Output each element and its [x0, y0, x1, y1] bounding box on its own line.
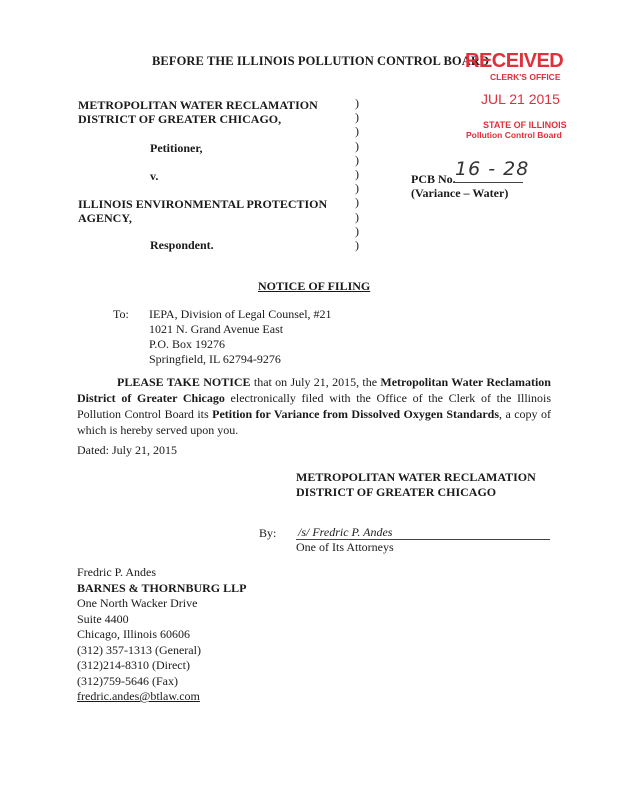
stamp-state: STATE OF ILLINOIS [483, 120, 567, 130]
petitioner-name-line1: METROPOLITAN WATER RECLAMATION [78, 98, 318, 112]
pcb-number: 16 - 28 [455, 158, 530, 180]
caption-parens: ) ) ) ) ) ) ) ) ) ) ) [355, 96, 359, 253]
notice-text: that on July 21, 2015, the [250, 375, 381, 389]
addressee-line: IEPA, Division of Legal Counsel, #21 [149, 307, 332, 321]
by-label: By: [259, 526, 277, 540]
email-link[interactable]: fredric.andes@btlaw.com [77, 689, 200, 703]
addressee-block [149, 307, 332, 367]
phone-direct: (312)214-8310 (Direct) [77, 658, 190, 672]
respondent-name-line1: ILLINOIS ENVIRONMENTAL PROTECTION [78, 197, 328, 211]
address-city: Chicago, Illinois 60606 [77, 627, 190, 641]
notice-title: NOTICE OF FILING [258, 279, 371, 293]
petitioner-role: Petitioner, [150, 141, 203, 155]
phone-general: (312) 357-1313 (General) [77, 642, 201, 657]
petition-title: Petition for Variance from Dissolved Oxygen Standards [212, 407, 500, 421]
law-firm-name: BARNES & THORNBURG LLP [77, 580, 247, 595]
respondent-name-line2: AGENCY, [78, 211, 132, 225]
pcb-underline [453, 182, 523, 183]
dated-line: Dated: July 21, 2015 [77, 443, 177, 457]
stamp-clerks-office: CLERK'S OFFICE [490, 72, 561, 82]
stamp-received-text: RECEIVED [465, 50, 564, 72]
versus: v. [150, 169, 159, 183]
pcb-label: PCB No. [411, 172, 456, 186]
stamp-date: JUL 21 2015 [481, 91, 560, 107]
petitioner-name-line2: DISTRICT OF GREATER CHICAGO, [78, 112, 282, 126]
signature-org-line2: DISTRICT OF GREATER CHICAGO [296, 485, 497, 499]
fax-number: (312)759-5646 (Fax) [77, 673, 178, 688]
address-line: One North Wacker Drive [77, 596, 198, 610]
notice-lead: PLEASE TAKE NOTICE [117, 375, 251, 389]
page-header: BEFORE THE ILLINOIS POLLUTION CONTROL BOARD [152, 54, 490, 68]
attorney-name: Fredric P. Andes [77, 565, 156, 579]
electronic-signature: /s/ Fredric P. Andes [298, 525, 393, 539]
addressee-line: Springfield, IL 62794-9276 [149, 352, 281, 366]
to-label: To: [113, 307, 129, 321]
addressee-line: 1021 N. Grand Avenue East [149, 322, 284, 336]
address-line: Suite 4400 [77, 611, 129, 626]
notice-text: electronically filed with the Office of the Clerk of the Illinois Pollution Control Board its [77, 391, 551, 421]
signature-role: One of Its Attorneys [296, 540, 394, 554]
notice-text: , a copy of which is hereby served upon you. [77, 407, 551, 437]
respondent-role: Respondent. [150, 238, 214, 252]
case-type: (Variance – Water) [411, 186, 509, 200]
signature-org-line1: METROPOLITAN WATER RECLAMATION [296, 470, 536, 484]
notice-paragraph [77, 374, 551, 438]
addressee-line: P.O. Box 19276 [149, 337, 226, 351]
stamp-board: Pollution Control Board [466, 130, 562, 140]
petitioner-party: Metropolitan Water Reclamation District of Greater Chicago [77, 375, 551, 405]
attorney-contact-block [77, 565, 246, 705]
